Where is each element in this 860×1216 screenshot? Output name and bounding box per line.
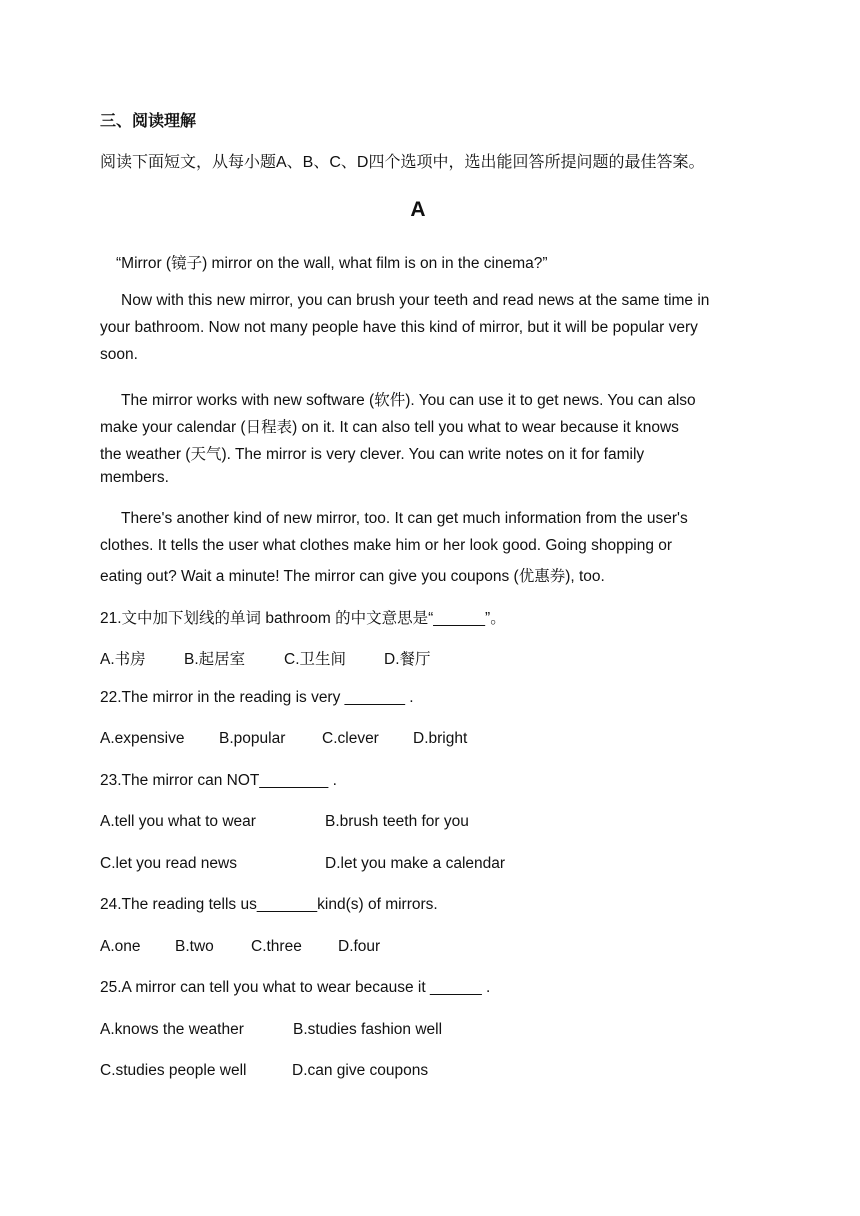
passage-p2-line4: members. [100, 469, 169, 486]
question-25-option-a: A.knows the weather [100, 1021, 244, 1038]
question-25-option-b: B.studies fashion well [293, 1021, 443, 1038]
question-21-stem: 21.文中加下划线的单词 bathroom 的中文意思是“______”。 [100, 610, 506, 627]
question-24-option-b: B.two [175, 938, 214, 955]
section-instruction: 阅读下面短文，从每小题A、B、C、D四个选项中，选出能回答所提问题的最佳答案。 [100, 154, 705, 171]
question-24-option-d: D.four [338, 938, 381, 955]
question-23-stem: 23.The mirror can NOT________ . [100, 772, 337, 789]
passage-p2-line1: The mirror works with new software (软件). You can use it to get news. You can also [121, 392, 696, 409]
question-22-option-c: C.clever [322, 730, 379, 747]
question-24-option-c: C.three [251, 938, 302, 955]
question-23-option-a: A.tell you what to wear [100, 813, 256, 830]
question-22-stem: 22.The mirror in the reading is very _______ . [100, 689, 414, 706]
question-22-option-d: D.bright [413, 730, 468, 747]
passage-p3-line1: There's another kind of new mirror, too. It can get much information from the user's [121, 510, 688, 527]
question-21-option-d: D.餐厅 [384, 651, 431, 668]
question-25-option-d: D.can give coupons [292, 1062, 429, 1079]
question-22-option-b: B.popular [219, 730, 286, 747]
question-24-stem: 24.The reading tells us_______kind(s) of mirrors. [100, 896, 438, 913]
question-21-option-b: B.起居室 [184, 651, 246, 668]
section-title: 三、阅读理解 [100, 113, 197, 130]
passage-p2-line3: the weather (天气). The mirror is very clever. You can write notes on it for family [100, 446, 645, 463]
question-23-option-b: B.brush teeth for you [325, 813, 469, 830]
question-25-option-c: C.studies people well [100, 1062, 247, 1079]
passage-letter: A [410, 198, 426, 221]
question-21-option-a: A.书房 [100, 651, 146, 668]
question-24-option-a: A.one [100, 938, 141, 955]
question-25-stem: 25.A mirror can tell you what to wear because it ______ . [100, 979, 491, 996]
passage-p3-line2: clothes. It tells the user what clothes make him or her look good. Going shopping or [100, 537, 673, 554]
passage-p1-line1: Now with this new mirror, you can brush your teeth and read news at the same time in [121, 292, 710, 309]
passage-p2-line2: make your calendar (日程表) on it. It can also tell you what to wear because it knows [100, 419, 679, 436]
question-21-option-c: C.卫生间 [284, 651, 347, 668]
passage-p1-line3: soon. [100, 346, 138, 363]
question-22-option-a: A.expensive [100, 730, 185, 747]
passage-p1-line2: your bathroom. Now not many people have this kind of mirror, but it will be popular very [100, 319, 698, 336]
question-23-option-c: C.let you read news [100, 855, 237, 872]
passage-p3-line3: eating out? Wait a minute! The mirror can give you coupons (优惠券), too. [100, 568, 605, 585]
question-23-option-d: D.let you make a calendar [325, 855, 506, 872]
passage-quote: “Mirror (镜子) mirror on the wall, what film is on in the cinema?” [116, 255, 548, 272]
